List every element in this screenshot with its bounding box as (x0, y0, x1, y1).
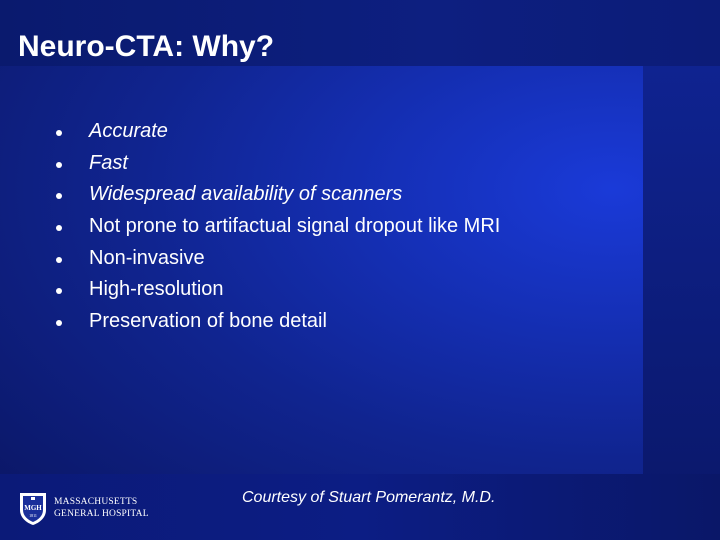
bullet-text: High-resolution (89, 278, 224, 301)
bullet-text: Preservation of bone detail (89, 310, 327, 333)
bullet-dot-icon (56, 130, 62, 136)
logo-monogram: MGH (24, 504, 42, 512)
bullet-text: Not prone to artifactual signal dropout like MRI (89, 215, 501, 238)
bullet-text: Widespread availability of scanners (89, 183, 403, 206)
bullet-dot-icon (56, 257, 62, 263)
right-edge-panel (643, 66, 720, 540)
bullet-text: Accurate (89, 120, 168, 142)
hospital-name (54, 496, 149, 520)
bullet-text: Non-invasive (89, 246, 205, 269)
hospital-name-line1: MASSACHUSETTS (54, 497, 138, 507)
mgh-shield-logo-icon (18, 490, 48, 526)
image-credit: Courtesy of Stuart Pomerantz, M.D. (242, 489, 496, 506)
logo-year: 1811 (29, 513, 37, 518)
bullet-text: Fast (89, 151, 128, 174)
hospital-name-line2: GENERAL HOSPITAL (54, 509, 149, 519)
bullet-dot-icon (56, 162, 62, 168)
slide-title: Neuro-CTA: Why? (18, 30, 275, 63)
